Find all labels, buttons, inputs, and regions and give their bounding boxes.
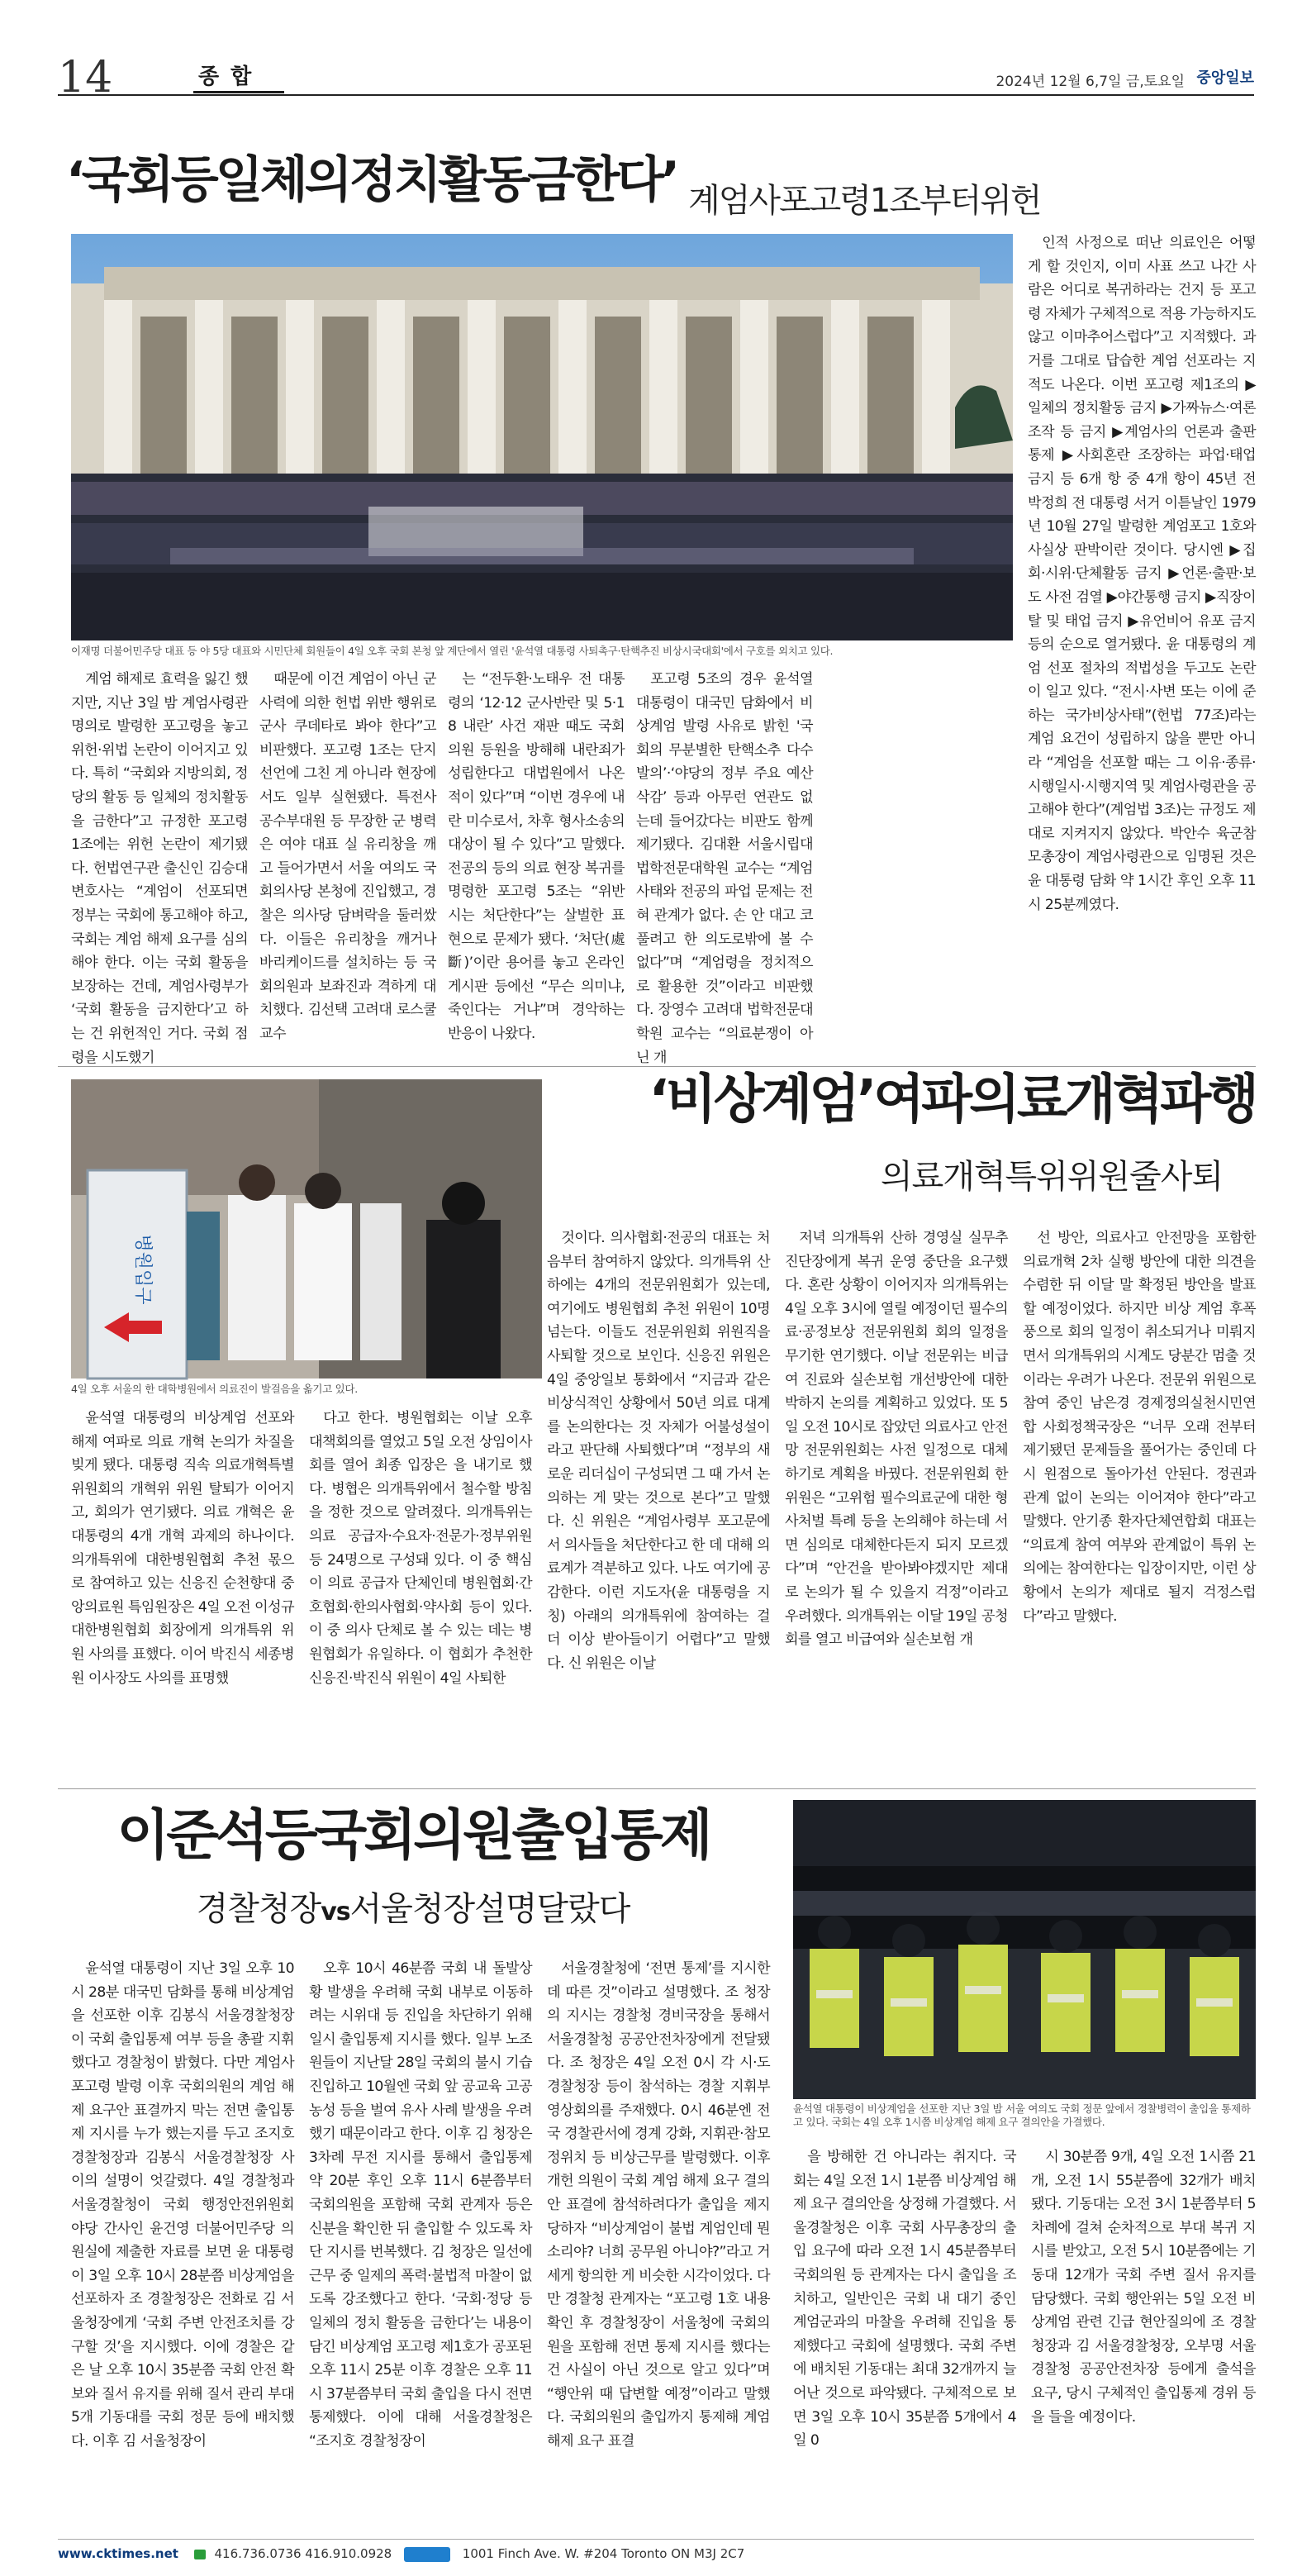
masthead (58, 53, 1254, 102)
footer-website: www.cktimes.net (58, 2546, 178, 2561)
article2-column-1: 윤석열 대통령의 비상계엄 선포와 해제 여파로 의료 개혁 논의가 차질을 빚게 됐다. 대통령 직속 의료개혁특별위원회의 개혁위 위원 탈퇴가 이어지고, 회의가 연기됐다. 의료 개혁은 윤 대통령의 4개 개혁 과제의 하나이다. 의개특위에 대한병원협회 추천 몫으로 참여하고 있는 신응진 순천향대 중앙의료원 특임원장은 4일 오전 이성규 대한병원협회 회장에게 의개특위 위원 사의를 표했다. 이어 박진식 세종병원 이사장도 사의를 표명했 (71, 1410, 294, 1687)
article1-column-4: 포고령 5조의 경우 윤석열 대통령이 대국민 담화에서 비상계엄 발령 사유로 밝힌 '국회의 무분별한 탄핵소추 다수 발의’·‘야당의 정부 주요 예산 삭감’ 등과 아무런 연관도 없는데 들어갔다는 비판도 함께 제기됐다. 김대환 서울시립대 법학전문대학원 교수는 “계엄 사태와 전공의 파업 문제는 전혀 관계가 없다. 손 안 대고 코 풀려고 한 의도로밖에 볼 수 없다”며 “계엄령을 정치적으로 활용한 것”이라고 비판했다. 장영수 고려대 법학전문대학원 교수는 “의료분쟁이 아닌 개 (636, 671, 813, 1066)
article1-column-3: 는 “전두환·노태우 전 대통령의 ‘12·12 군사반란 및 5·18 내란’ 사건 재판 때도 국회의원 등원을 방해해 내란죄가 성립한다고 대법원에서 나온 적이 있다”며 “이번 경우에 내란 미수로서, 차후 형사소송의 대상이 될 수 있다”고 말했다. 전공의 등의 의료 현장 복귀를 명령한 포고령 5조는 “위반 시는 처단한다”는 살벌한 표현으로 문제가 됐다. ‘처단(處斷)’이란 용어를 놓고 온라인 게시판 등에선 “무슨 의미냐, 죽인다는 거냐”며 경악하는 반응이 나왔다. (448, 671, 625, 1042)
article3-column-2: 오후 10시 46분쯤 국회 내 돌발상황 발생을 우려해 국회 내부로 이동하려는 시위대 등 진입을 차단하기 위해 일시 출입통제 지시를 했다. 일부 노조원들이 지난달 28일 국회의 불시 기습 진입하고 10월엔 국회 앞 공교육 고공 농성 등을 벌여 유사 사례 발생을 우려했기 때문이라고 한다. 이후 김 청장은 3차례 무전 지시를 통해서 출입통제 약 20분 후인 오후 11시 6분쯤부터 국회의원을 포함해 국회 관계자 등은 신분을 확인한 뒤 출입할 수 있도록 차단 지시를 번복했다. 김 청장은 일선에 근무 중 일제의 폭력·불법적 마찰이 없도록 강조했다고 한다. ‘국회·정당 등 일체의 정치 활동을 금한다’는 내용이 담긴 비상계엄 포고령 제1호가 공포된 오후 11시 25분 이후 경찰은 오후 11시 37분쯤부터 국회 출입을 다시 전면 통제했다. 이에 대해 서울경찰청은 “조지호 경찰청장이 (309, 1960, 532, 2450)
section-divider-2 (58, 1788, 1256, 1789)
article2-column-2: 다고 한다. 병원협회는 이날 오후 대책회의를 열었고 5일 오전 상임이사회를 열어 최종 입장은 을 내기로 했다. 병협은 의개특위에서 철수할 방침을 정한 것으로 알려졌다. 의개특위는 의료 공급자·수요자·전문가·정부위원 등 24명으로 구성돼 있다. 이 중 핵심이 의료 공급자 단체인데 병원협회·간호협회·한의사협회·약사회 등이 있다. 이 중 의사 단체로 볼 수 있는 데는 병원협회가 유일하다. 이 협회가 추천한 신응진·박진식 위원이 4일 사퇴한 (309, 1410, 532, 1687)
hospital-entrance-sign: 병원입구 (132, 1234, 153, 1305)
section-label: 종합 (198, 60, 263, 90)
article3-column-3: 서울경찰청에 ‘전면 통제’를 지시한 데 따른 것”이라고 설명했다. 조 청장의 지시는 경찰청 경비국장을 통해서 서울경찰청 공공안전차장에게 전달됐다. 조 청장은 4일 오전 0시 각 시·도경찰청장 등이 참석하는 경찰 지휘부 영상회의를 주재했다. 0시 46분엔 전국 경찰관서에 경계 강화, 지휘관·참모 정위치 등 비상근무를 발령했다. 이후 개헌 의원이 국회 계엄 해제 요구 결의안 표결에 참석하려다가 출입을 제지당하자 “비상계엄이 불법 계엄인데 뭔 소리야? 너희 공무원 아니야?”라고 거세게 항의한 게 비슷한 시각이었다. 다만 경찰청 관계자는 “포고령 1호 내용 확인 후 경찰청장이 서울청에 국회의원을 포함해 전면 통제 지시를 했다는 건 사실이 아닌 것으로 알고 있다”며 “행안위 때 답변할 예정”이라고 말했다. 국회의원의 출입까지 통제해 계엄 해제 요구 표결 (547, 1960, 770, 2450)
article2-column-3: 것이다. 의사협회·전공의 대표는 처음부터 참여하지 않았다. 의개특위 산하에는 4개의 전문위원회가 있는데, 여기에도 병원협회 추천 위원이 10명 넘는다. 이들도 전문위원회 위원직을 사퇴할 것으로 보인다. 신응진 위원은 4일 중앙일보 통화에서 “지금과 같은 비상식적인 상황에서 50년 의료 대계를 논의한다는 것 자체가 어불성설이라고 판단해 사퇴했다”며 “정부의 새로운 리더십이 구성되면 그 때 가서 논의하는 게 맞는 것으로 본다”고 말했다. 신 위원은 “계엄사령부 포고문에서 의사들을 처단한다고 한 데 대해 의료계가 격분하고 있다. 나도 여기에 공감한다. 이런 지도자(윤 대통령을 지칭) 아래의 의개특위에 참여하는 걸 더 이상 받아들이기 어렵다”고 말했다. 신 위원은 이날 (547, 1230, 770, 1672)
article1-caption: 이재명 더불어민주당 대표 등 야 5당 대표와 시민단체 회원들이 4일 오후 국회 본청 앞 계단에서 열린 '윤석열 대통령 사퇴촉구·탄핵추진 비상시국대회'에서 구호를 외치고 있다. (71, 645, 834, 657)
article3-subhead: 경찰청장vs서울청장설명달랐다 (196, 1890, 630, 1928)
article3-headline-block (66, 1798, 760, 1937)
footer-address: 1001 Finch Ave. W. #204 Toronto ON M3J 2C7 (462, 2546, 745, 2561)
article3-photo (793, 1800, 1256, 2099)
sponsor-logo-icon (404, 2547, 450, 2562)
article2-column-5: 선 방안, 의료사고 안전망을 포함한 의료개혁 2차 실행 방안에 대한 의견을 수렴한 뒤 이달 말 확정된 방안을 발표할 예정이었다. 하지만 비상 계엄 후폭풍으로 회의 일정이 취소되거나 미뤄지면서 의개특위의 시계도 당분간 멈출 것이라는 우려가 나온다. 전문위 위원으로 참여 중인 남은경 경제정의실천시민연합 사회정책국장은 “너무 오래 전부터 제기됐던 문제들을 풀어가는 중인데 다시 원점으로 돌아가선 안된다. 정권과 관계 없이 논의는 이어져야 한다”라고 말했다. 안기종 환자단체연합회 대표는 “의료계 참여 여부와 관계없이 특위 논의에는 참여한다는 입장이지만, 이런 상황에서 논의가 제대로 될지 걱정스럽다”라고 말했다. (1023, 1230, 1256, 1625)
article1-column-2: 때문에 이건 계엄이 아닌 군사력에 의한 헌법 위반 행위로 군사 쿠데타로 봐야 한다”고 비판했다. 포고령 1조는 단지 선언에 그친 게 아니라 현장에서도 일부 실현됐다. 특전사 공수부대원 등 무장한 군 병력은 여야 대표 실 유리창을 깨고 들어가면서 서울 여의도 국회의사당 본청에 진입했고, 경찰은 의사당 담벼락을 둘러쌌다. 이들은 유리창을 깨거나 바리케이드를 설치하는 등 국회의원과 보좌진과 격하게 대치했다. 김선택 고려대 로스쿨 교수 (259, 671, 436, 1042)
article3-headline: 이준석등국회의원출입통제 (116, 1803, 710, 1867)
article2-caption: 4일 오후 서울의 한 대학병원에서 의료진이 발걸음을 옮기고 있다. (71, 1383, 358, 1395)
article3-column-5: 시 30분쯤 9개, 4일 오전 1시쯤 21개, 오전 1시 55분쯤에 32개가 배치됐다. 기동대는 오전 3시 1분쯤부터 5차례에 걸쳐 순차적으로 부대 복귀 지시를 받았고, 오전 5시 10분쯤에는 기동대 12개가 국회 주변 질서 유지를 담당했다. 국회 행안위는 5일 오전 비상계엄 관련 긴급 현안질의에 조 경찰청장과 김 서울경찰청장, 오부명 서울경찰청 공공안전차장 등에게 출석을 요구, 당시 구체적인 출입통제 경위 등을 들을 예정이다. (1031, 2149, 1256, 2426)
article2-column-4: 저녁 의개특위 산하 경영실 실무추진단장에게 복귀 운영 중단을 요구했다. 혼란 상황이 이어지자 의개특위는 4일 오후 3시에 열릴 예정이던 필수의료·공정보상 전문위원회 회의 일정을 무기한 연기했다. 이날 전문위는 비급여 진료와 실손보험 개선방안에 대한 박하지 논의를 계획하고 있었다. 또 5일 오전 10시로 잡았던 의료사고 안전망 전문위원회는 사전 일정으로 대체하기로 계획을 바꿨다. 전문위원회 한 위원은 “고위험 필수의료군에 대한 형사처벌 특례 등을 논의해야 하는데 서면 심의로 대체한다든지 되지 모르겠다”며 “안건을 받아봐야겠지만 제대로 논의가 될 수 있을지 걱정”이라고 우려했다. 의개특위는 이달 19일 공청회를 열고 비급여와 실손보험 개 (785, 1230, 1008, 1649)
article1-subhead: 계엄사포고령1조부터위헌 (688, 182, 1041, 220)
article1-photo (71, 234, 1013, 640)
article1-column-1: 계엄 해제로 효력을 잃긴 했지만, 지난 3일 밤 계엄사령관 명의로 발령한 포고령을 놓고 위헌·위법 논란이 이어지고 있다. 특히 “국회와 지방의회, 정당의 활동 등 일체의 정치활동을 금한다”고 규정한 포고령 1조에는 위헌 논란이 제기됐다. 헌법연구관 출신인 김승대 변호사는 “계엄이 선포되면 정부는 국회에 통고해야 하고, 국회는 계엄 해제 요구를 심의해야 한다. 이는 국회 활동을 보장하는 건데, 계엄사령부가 ‘국회 활동을 금지한다’고 하는 건 위헌적인 거다. 국회 점령을 시도했기 (71, 671, 248, 1066)
issue-date: 2024년 12월 6,7일 금,토요일 (996, 74, 1185, 90)
article2-subhead: 의료개혁특위위원줄사퇴 (880, 1158, 1223, 1196)
paper-name: 중앙일보 (1196, 69, 1254, 87)
article3-caption: 윤석열 대통령이 비상계엄을 선포한 지난 3일 밤 서울 여의도 국회 정문 앞에서 경찰병력이 출입을 통제하고 있다. 국회는 4일 오후 1시쯤 비상계엄 해제 요구 결의안을 가결했다. (793, 2102, 1251, 2128)
article1-column-5: 인적 사정으로 떠난 의료인은 어떻게 할 것인지, 이미 사표 쓰고 나간 사람은 어디로 복귀하라는 건지 등 포고령 자체가 구체적으로 적용 가능하지도 않고 이마추어스럽다”고 지적했다. 과거를 그대로 답습한 계엄 선포라는 지적도 나온다. 이번 포고령 제1조의 ▶일체의 정치활동 금지 ▶가짜뉴스·여론조작 등 금지 ▶계엄사의 언론과 출판 통제 ▶사회혼란 조장하는 파업·태업 금지 등 6개 항 중 4개 항이 45년 전 박정희 전 대통령 서거 이튿날인 1979년 10월 27일 발령한 계엄포고 1호와 사실상 판박이란 것이다. 당시엔 ▶집회·시위·단체활동 금지 ▶언론·출판·보도 사전 검열 ▶야간통행 금지 ▶직장이탈 및 태업 금지 ▶유언비어 유포 금지 등의 순으로 열거됐다. 윤 대통령의 계엄 선포 절차의 적법성을 두고도 논란이 일고 있다. “전시·사변 또는 이에 준하는 국가비상사태”(헌법 77조)라는 계엄 요건이 성립하지 않을 뿐만 아니라 “계엄을 선포할 때는 그 이유·종류·시행일시·시행지역 및 계엄사령관을 공고해야 한다”(계엄법 3조)는 규정도 제대로 지켜지지 않았다. 박안수 육군참모총장이 계엄사령관으로 임명된 것은 윤 대통령 담화 약 1시간 후인 오후 11시 25분께였다. (1028, 235, 1256, 913)
article3-column-1: 윤석열 대통령이 지난 3일 오후 10시 28분 대국민 담화를 통해 비상계엄을 선포한 이후 김봉식 서울경찰청장이 국회 출입통제 여부 등을 총괄 지휘했다고 경찰청이 밝혔다. 다만 계엄사 포고령 발령 이후 국회의원의 계엄 해제 요구안 표결까지 막는 전면 출입통제 지시를 누가 했는지를 두고 조지호 경찰청장과 김봉식 서울경찰청장 사이의 설명이 엇갈렸다. 4일 경찰청과 서울경찰청이 국회 행정안전위원회 야당 간사인 윤건영 더불어민주당 의원실에 제출한 자료를 보면 윤 대통령이 3일 오후 10시 28분쯤 비상계엄을 선포하자 조 경찰청장은 전화로 김 서울청장에게 ‘국회 주변 안전조치를 강구할 것’을 지시했다. 이에 경찰은 같은 날 오후 10시 35분쯤 국회 안전 확보와 질서 유지를 위해 질서 관리 부대 5개 기동대를 국회 정문 등에 배치했다. 이후 김 서울청장이 (71, 1960, 294, 2450)
article3-column-4: 을 방해한 건 아니라는 취지다. 국회는 4일 오전 1시 1분쯤 비상계엄 해제 요구 결의안을 상정해 가결했다. 서울경찰청은 이후 국회 사무총장의 출입 요구에 따라 오전 1시 45분쯤부터 국회의원 등 관계자는 다시 출입을 조치하고, 일반인은 국회 내 대기 중인 계엄군과의 마찰을 우려해 진입을 통제했다고 국회에 설명했다. 국회 주변에 배치된 기동대는 최대 32개까지 늘어난 것으로 파악됐다. 구체적으로 보면 3일 오후 10시 35분쯤 5개에서 4일 0 (793, 2149, 1016, 2450)
footer-phone: 416.736.0736 416.910.0928 (214, 2546, 392, 2561)
article1-headline-block (66, 139, 1256, 221)
kakao-icon (194, 2550, 206, 2559)
page-number: 14 (58, 53, 113, 102)
article2-photo (71, 1079, 542, 1378)
article2-headline-block (570, 1064, 1256, 1203)
article1-headline: ‘국회등일체의정치활동금한다’ (66, 151, 677, 209)
article2-headline: ‘비상계엄’여파의료개혁파행 (649, 1069, 1256, 1131)
page-footer (58, 2539, 1254, 2565)
